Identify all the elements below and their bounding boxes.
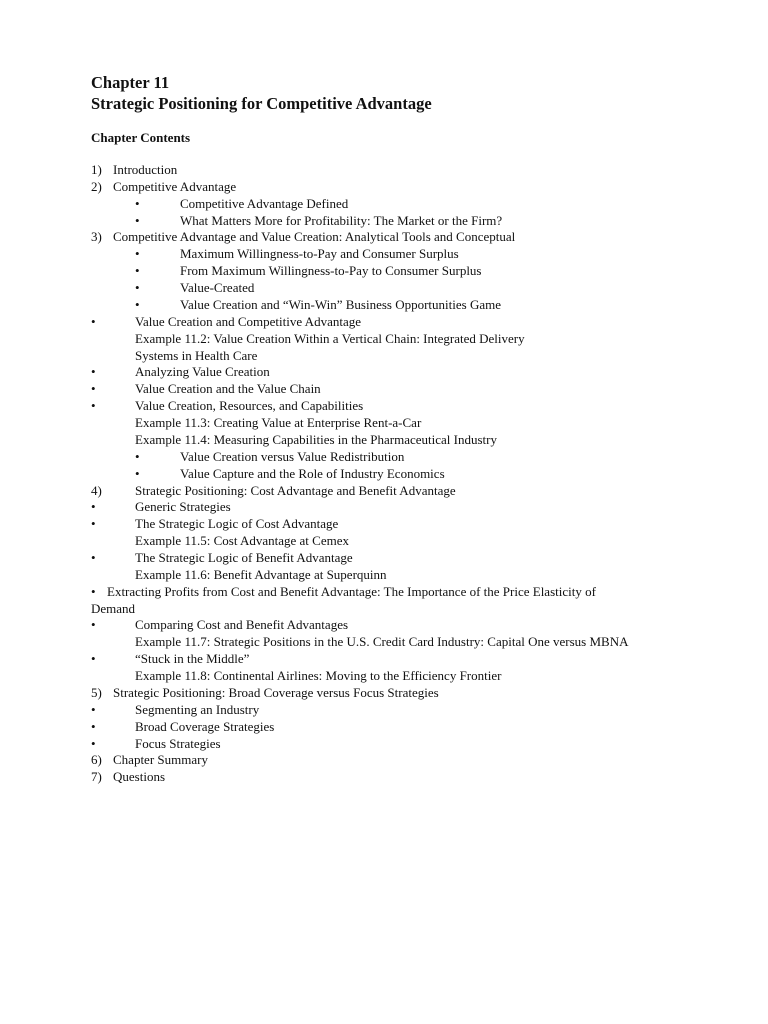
bullet-icon: • [91,398,96,414]
bullet-icon: • [135,280,140,296]
bullet-icon: • [91,583,96,599]
chapter-number: Chapter 11 [91,73,170,92]
toc-entry: Broad Coverage Strategies [135,718,275,734]
toc-entry: Extracting Profits from Cost and Benefit Advantage: The Importance of the Price Elasticity of [107,583,596,599]
toc-entry: Value-Created [180,280,255,296]
toc-entry: Focus Strategies [135,735,221,751]
toc-example: Example 11.7: Strategic Positions in the U.S. Credit Card Industry: Capital One versus MBNA [135,634,629,650]
bullet-icon: • [135,212,140,228]
toc-example: Example 11.4: Measuring Capabilities in the Pharmaceutical Industry [135,431,497,447]
toc-number: 7) [91,769,102,785]
toc-entry: Value Creation, Resources, and Capabilities [135,398,364,414]
toc-entry: Value Creation versus Value Redistribution [180,448,405,464]
toc-number: 3) [91,229,102,245]
toc-entry: Strategic Positioning: Cost Advantage and Benefit Advantage [135,482,456,498]
toc-number: 1) [91,162,102,177]
bullet-icon: • [91,499,96,515]
toc-example: Systems in Health Care [135,347,258,363]
toc-entry: Maximum Willingness-to-Pay and Consumer Surplus [180,246,459,262]
bullet-icon: • [135,246,140,262]
toc-number: 4) [91,482,102,498]
toc-entry: Demand [91,600,136,616]
toc-entry: The Strategic Logic of Cost Advantage [135,516,339,532]
toc-entry: Segmenting an Industry [135,701,260,717]
bullet-icon: • [91,516,96,532]
toc-entry: What Matters More for Profitability: The Market or the Firm? [180,212,503,228]
toc-number: 2) [91,178,102,194]
toc-entry: From Maximum Willingness-to-Pay to Consumer Surplus [180,263,482,279]
toc-number: 5) [91,684,102,700]
bullet-icon: • [135,296,140,312]
bullet-icon: • [91,381,96,397]
bullet-icon: • [91,313,96,329]
toc-entry: Chapter Summary [113,752,208,768]
chapter-title: Strategic Positioning for Competitive Advantage [91,94,432,113]
bullet-icon: • [91,701,96,717]
contents-heading: Chapter Contents [91,130,191,145]
bullet-icon: • [91,364,96,380]
toc-entry: The Strategic Logic of Benefit Advantage [135,550,353,565]
toc-entry: “Stuck in the Middle” [135,651,250,667]
toc-entry: Questions [113,769,165,785]
toc-entry: Strategic Positioning: Broad Coverage versus Focus Strategies [113,684,439,700]
toc-entry: Competitive Advantage and Value Creation: Analytical Tools and Conceptual [113,229,516,245]
bullet-icon: • [135,465,140,481]
toc-number: 6) [91,752,102,768]
bullet-icon: • [91,550,96,565]
bullet-icon: • [91,718,96,734]
toc-entry: Comparing Cost and Benefit Advantages [135,617,349,633]
toc-example: Example 11.5: Cost Advantage at Cemex [135,533,349,549]
toc-entry: Competitive Advantage Defined [180,195,349,211]
bullet-icon: • [91,617,96,633]
bullet-icon: • [135,263,140,279]
toc-entry: Introduction [113,162,178,177]
bullet-icon: • [91,735,96,751]
toc-entry: Competitive Advantage [113,178,237,194]
bullet-icon: • [135,195,140,211]
bullet-icon: • [91,651,96,667]
toc-entry: Analyzing Value Creation [135,364,270,380]
toc-example: Example 11.8: Continental Airlines: Moving to the Efficiency Frontier [135,668,502,684]
toc-entry: Value Creation and Competitive Advantage [135,313,361,329]
toc-entry: Value Capture and the Role of Industry Economics [180,465,445,481]
toc-example: Example 11.2: Value Creation Within a Vertical Chain: Integrated Delivery [135,330,525,346]
toc-example: Example 11.6: Benefit Advantage at Superquinn [135,566,387,582]
toc-entry: Generic Strategies [135,499,231,515]
toc-example: Example 11.3: Creating Value at Enterprise Rent-a-Car [135,415,422,431]
toc-entry: Value Creation and the Value Chain [135,381,321,397]
bullet-icon: • [135,448,140,464]
toc-entry: Value Creation and “Win-Win” Business Opportunities Game [180,296,501,312]
